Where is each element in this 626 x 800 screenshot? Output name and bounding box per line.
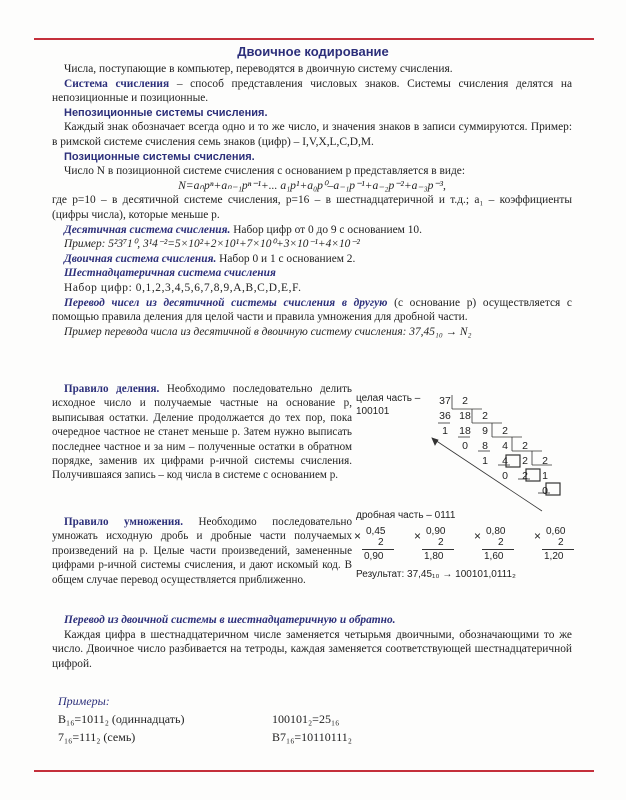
pos-heading: Позиционные системы счисления. [64, 150, 255, 163]
page-title: Двоичное кодирование [237, 44, 389, 59]
intro-paragraph: Числа, поступающие в компьютер, переводятся в двоичную систему счисления. [64, 63, 453, 75]
div-cell: 2 [502, 425, 508, 437]
div-rule-text: Необходимо последовательно делить исходное число и получаемые частные на основание p, выписывая остатки. Деление продолжается до тех пор, пока очередное частное не станет меньше p. Затем нужно выписать последнее частное и за ним – полученные остатки в обратном порядке, заменив их цифрами p-ичной системы счисления. Получившаяся запись – код числа в системе с основанием p. [52, 383, 352, 482]
mult-operand: 0,45 [366, 526, 386, 537]
mult-factor: 2 [498, 537, 504, 548]
div-cell: 9 [482, 425, 488, 437]
dec-paragraph [52, 223, 572, 238]
result-line: Результат: 37,45₁₀ → 100101,0111₂ [356, 569, 516, 580]
hex-heading: Шестнадцатеричная система счисления [64, 267, 276, 280]
div-rule-paragraph [52, 382, 352, 483]
nonpos-heading: Непозиционные системы счисления. [64, 106, 268, 119]
pos-paragraph: Число N в позиционной системе счисления с основанием p представляется в виде: [64, 165, 466, 178]
top-rule [34, 38, 594, 40]
mul-rule-text: Необходимо последовательно умножать исходную дробь и дробные части получаемых произведений на p. Целые части произведений, замененные цифрами p-ичной системы счисления, и дают искомый код. В общем случае перевод осуществляется приближенно. [52, 516, 352, 586]
conv-paragraph [52, 296, 572, 325]
div-cell: 8 [482, 440, 488, 452]
div-cell: 2 [522, 440, 528, 452]
div-cell: 1 [442, 425, 448, 437]
int-part-label: целая часть – [356, 393, 421, 404]
mul-rule-paragraph [52, 515, 352, 587]
div-cell: 2 [522, 455, 528, 467]
hex-digits: Набор цифр: 0,1,2,3,4,5,6,7,8,9,A,B,C,D,E,F. [64, 281, 302, 294]
conv-text: (с основание p) осуществляется с помощью правила деления для целой части и правила умножения для дробной части. [52, 296, 572, 324]
example-item: B7₁₆=10110111₂ [272, 730, 352, 744]
div-cell: 0 [462, 440, 468, 452]
formula: N=aₙpⁿ+aₙ₋₁pⁿ⁻¹+... a₁p¹+a₀p⁰–a₋₁p⁻¹+a₋₂p⁻²+a₋₃p⁻³, [178, 178, 446, 192]
numsys-def: – способ представления числовых знаков. Системы счисления делятся на непозиционные и позиционные. [52, 77, 573, 105]
div-cell: 18 [459, 410, 471, 422]
bin-text: Набор 0 и 1 с основанием 2. [216, 252, 356, 265]
mult-result: 1,80 [424, 551, 444, 562]
bin-term: Двоичная система счисления. [64, 252, 217, 265]
bottom-rule [34, 770, 594, 772]
div-rule-term: Правило деления. [64, 383, 160, 395]
where-paragraph: где p=10 – в десятичной системе счисления, p=16 – в шестнадцатеричной и т.д.; a₁ – коэффициенты (цифры числа), которые меньше p. [52, 194, 572, 221]
conv-heading: Перевод чисел из десятичной системы счисления в другую [64, 296, 388, 309]
example-item: 100101₂=25₁₆ [272, 712, 340, 726]
bin-hex-heading: Перевод из двоичной системы в шестнадцатеричную и обратно. [64, 614, 396, 626]
div-cell: 0 [502, 470, 508, 482]
examples-left [58, 692, 184, 746]
numsys-paragraph [52, 77, 572, 106]
example-item: B₁₆=1011₂ (одиннадцать) [58, 712, 185, 726]
dec-term: Десятичная система счисления. [64, 223, 231, 236]
div-cell: 37 [439, 395, 451, 407]
bin-hex-paragraph: Каждая цифра в шестнадцатеричном числе заменяется четырьмя двоичными, обозначающими то же число. Двоичное число разбивается на тетроды, каждая заменяется соответствующей шестнадцатеричной цифрой. [52, 628, 572, 670]
dec-example: Пример: 5²3⁷1⁰, 3¹4⁻²=5×10²+2×10¹+7×10⁰+3×10⁻¹+4×10⁻² [64, 238, 360, 251]
mult-result: 0,90 [364, 551, 384, 562]
div-cell: 4 [502, 455, 508, 467]
mult-operand: 0,90 [426, 526, 446, 537]
div-cell: 2 [462, 395, 468, 407]
div-cell: 2 [522, 470, 528, 482]
numsys-term: Система счисления [64, 77, 170, 90]
mult-factor: 2 [438, 537, 444, 548]
nonpos-paragraph: Каждый знак обозначает всегда одно и то же число, и значения знаков в записи суммируются. Пример: в римской системе счисления семь знаков (цифр) – I,V,X,L,C,D,M. [52, 121, 572, 148]
example-item: 7₁₆=111₂ (семь) [58, 730, 136, 744]
intro-section [52, 62, 572, 339]
mult-operand: 0,60 [546, 526, 566, 537]
multiplication-rule [52, 515, 352, 587]
div-cell: 36 [439, 410, 451, 422]
div-cell: 2 [542, 455, 548, 467]
div-cell: 1 [542, 470, 548, 482]
conv-example: Пример перевода числа из десятичной в двоичную систему счисления: 37,45₁₀ → N₂ [64, 325, 472, 338]
bin-paragraph [52, 252, 572, 267]
frac-part-label: дробная часть – 0111 [356, 510, 456, 521]
division-rule [52, 382, 352, 483]
div-cell: 18 [459, 425, 471, 437]
mult-result: 1,20 [544, 551, 564, 562]
mult-factor: 2 [378, 537, 384, 548]
mult-factor: 2 [558, 537, 564, 548]
conversion-diagram: целая часть – 100101 37 2 36 18 2 1 18 9 2 0 8 4 2 1 4 2 2 0 2 1 0 дробная часть – 0111 × 0,45 2 0,90 × 0,90 2 1,80 × 0,80 2 1,60 × 0,60 2 1,20 Результат: 37,45₁₀ → 100101,0111₂ [352, 393, 592, 613]
div-cell: 1 [482, 455, 488, 467]
examples-right [272, 710, 352, 746]
mul-rule-term: Правило умножения. [64, 516, 184, 528]
examples-heading: Примеры: [58, 694, 110, 708]
dec-text: Набор цифр от 0 до 9 с основанием 10. [230, 223, 422, 236]
bin-hex-section [52, 613, 572, 671]
mult-operand: 0,80 [486, 526, 506, 537]
div-cell: 2 [482, 410, 488, 422]
div-cell: 0 [542, 485, 548, 497]
int-part-value: 100101 [356, 406, 390, 417]
div-cell: 4 [502, 440, 508, 452]
mult-result: 1,60 [484, 551, 504, 562]
